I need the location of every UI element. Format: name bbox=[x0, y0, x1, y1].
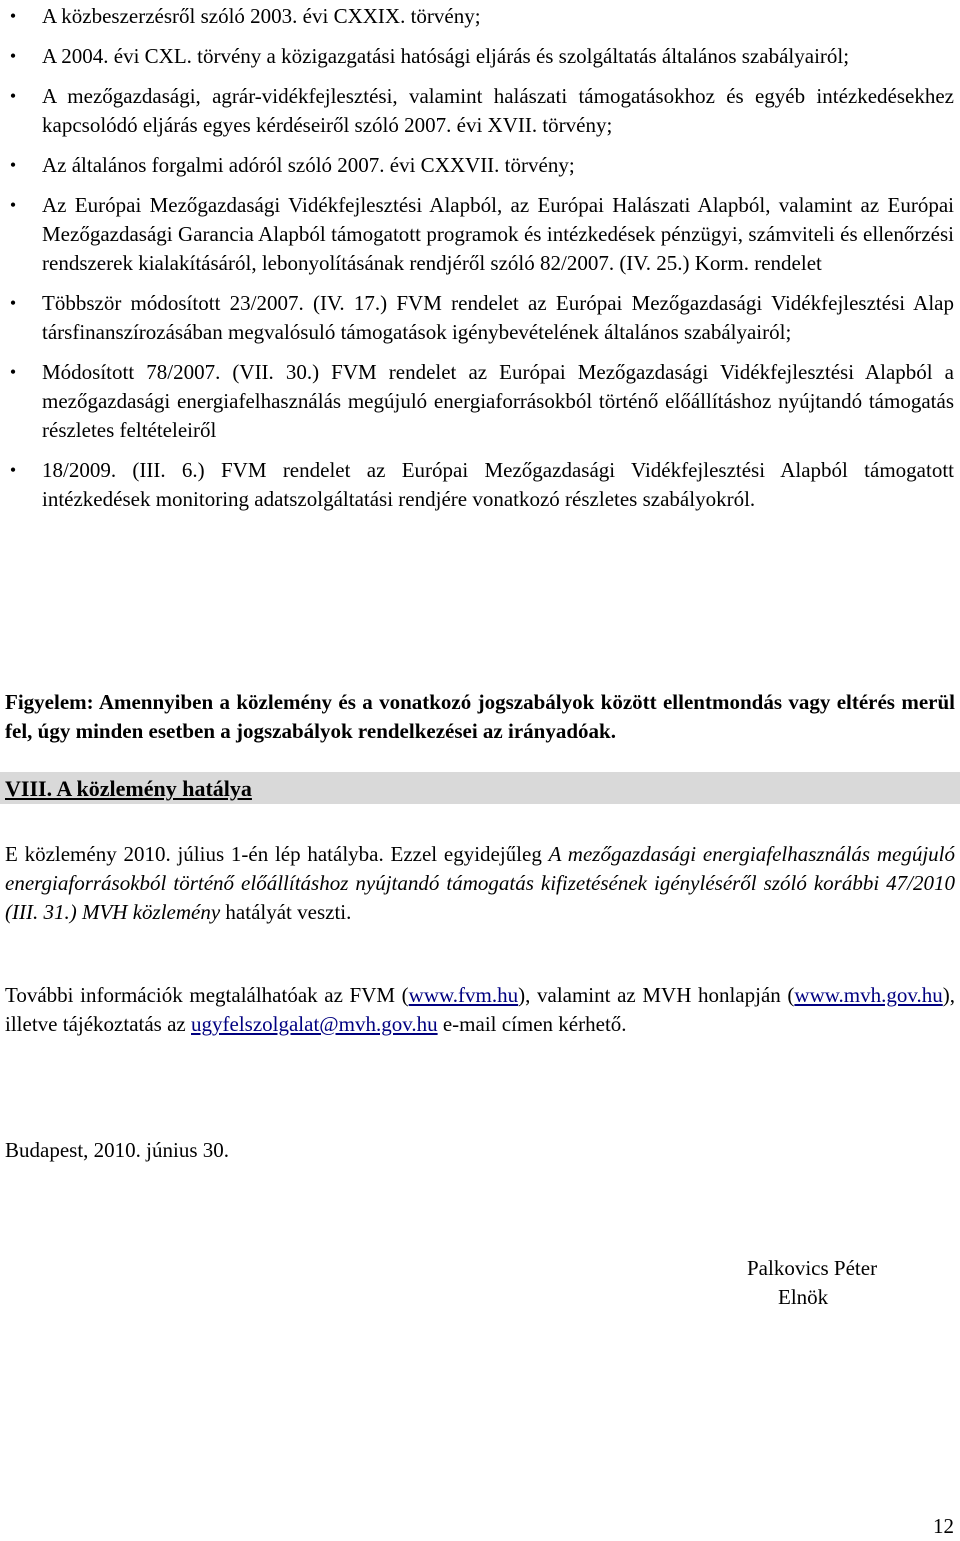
list-item bbox=[0, 82, 960, 140]
effect-text-after: hatályát veszti. bbox=[220, 900, 352, 924]
bullet-icon: • bbox=[9, 195, 17, 215]
email-link[interactable]: ugyfelszolgalat@mvh.gov.hu bbox=[191, 1012, 438, 1036]
signatory-role: Elnök bbox=[778, 1285, 829, 1309]
list-item-text: 18/2009. (III. 6.) FVM rendelet az Európai Mezőgazdasági Vidékfejlesztési Alapból támogatott intézkedések monitoring adatszolgáltatási rendjére vonatkozó részletes szabályokról. bbox=[42, 458, 954, 511]
warning-notice: Figyelem: Amennyiben a közlemény és a vonatkozó jogszabályok között ellentmondás vagy eltérés merül fel, úgy minden esetben a jogszabályok rendelkezései az irányadóak. bbox=[5, 690, 955, 743]
info-text: e-mail címen kérhető. bbox=[437, 1012, 627, 1036]
list-item bbox=[0, 289, 960, 347]
list-item-text: A közbeszerzésről szóló 2003. évi CXXIX. törvény; bbox=[42, 4, 481, 28]
effect-paragraph bbox=[5, 840, 955, 927]
list-item bbox=[0, 456, 960, 514]
bullet-icon: • bbox=[9, 46, 17, 66]
signatory-name: Palkovics Péter bbox=[747, 1256, 878, 1280]
info-text: ), valamint az MVH honlapján ( bbox=[518, 983, 795, 1007]
signature-block bbox=[747, 1254, 877, 1312]
list-item bbox=[0, 151, 960, 180]
bullet-icon: • bbox=[9, 86, 17, 106]
bullet-icon: • bbox=[9, 155, 17, 175]
list-item bbox=[0, 358, 960, 445]
list-item bbox=[0, 42, 960, 71]
bullet-icon: • bbox=[9, 293, 17, 313]
list-item bbox=[0, 191, 960, 278]
list-item-text: A mezőgazdasági, agrár-vidékfejlesztési, valamint halászati támogatásokhoz és egyéb intézkedésekhez kapcsolódó eljárás egyes kérdéseiről szóló 2007. évi XVII. törvény; bbox=[42, 84, 954, 137]
list-item-text: Az Európai Mezőgazdasági Vidékfejlesztési Alapból, az Európai Halászati Alapból, valamint az Európai Mezőgazdasági Garancia Alapból támogatott programok és intézkedések pénzügyi, számviteli és ellenőrzési rendszerek kialakításáról, lebonyolításának rendjéről szóló 82/2007. (IV. 25.) Korm. rendelet bbox=[42, 193, 954, 275]
list-item-text: Többször módosított 23/2007. (IV. 17.) FVM rendelet az Európai Mezőgazdasági Vidékfejlesztési Alap társfinanszírozásában megvalósuló támogatások igénybevételének általános szabályairól; bbox=[42, 291, 954, 344]
list-item bbox=[0, 2, 960, 31]
bullet-icon: • bbox=[9, 6, 17, 26]
fvm-website-link[interactable]: www.fvm.hu bbox=[408, 983, 519, 1007]
info-paragraph bbox=[5, 981, 955, 1039]
repealed-notice-reference: A mezőgazdasági energiafelhasználás megújuló energiaforrásokból történő előállításhoz nyújtandó támogatás kifizetésének igényléséről szóló korábbi 47/2010 (III. 31.) MVH közlemény bbox=[5, 842, 955, 924]
list-item-text: A 2004. évi CXL. törvény a közigazgatási hatósági eljárás és szolgáltatás általános szabályairól; bbox=[42, 44, 850, 68]
page-number: 12 bbox=[933, 1514, 954, 1538]
info-text: ), illetve tájékoztatás az bbox=[5, 983, 956, 1036]
info-text: További információk megtalálhatóak az FVM ( bbox=[5, 983, 409, 1007]
list-item-text: Módosított 78/2007. (VII. 30.) FVM rendelet az Európai Mezőgazdasági Vidékfejlesztési Alapból a mezőgazdasági energiafelhasználás megújuló energiaforrásokból történő előállításhoz nyújtandó támogatás részletes feltételeiről bbox=[42, 360, 954, 442]
legal-references-list bbox=[0, 2, 960, 525]
bullet-icon: • bbox=[9, 362, 17, 382]
place-and-date: Budapest, 2010. június 30. bbox=[5, 1138, 229, 1162]
effect-text-before: E közlemény 2010. július 1-én lép hatályba. Ezzel egyidejűleg bbox=[5, 842, 549, 866]
section-title: VIII. A közlemény hatálya bbox=[5, 776, 252, 801]
bullet-icon: • bbox=[9, 460, 17, 480]
list-item-text: Az általános forgalmi adóról szóló 2007. évi CXXVII. törvény; bbox=[42, 153, 575, 177]
mvh-website-link[interactable]: www.mvh.gov.hu bbox=[794, 983, 943, 1007]
